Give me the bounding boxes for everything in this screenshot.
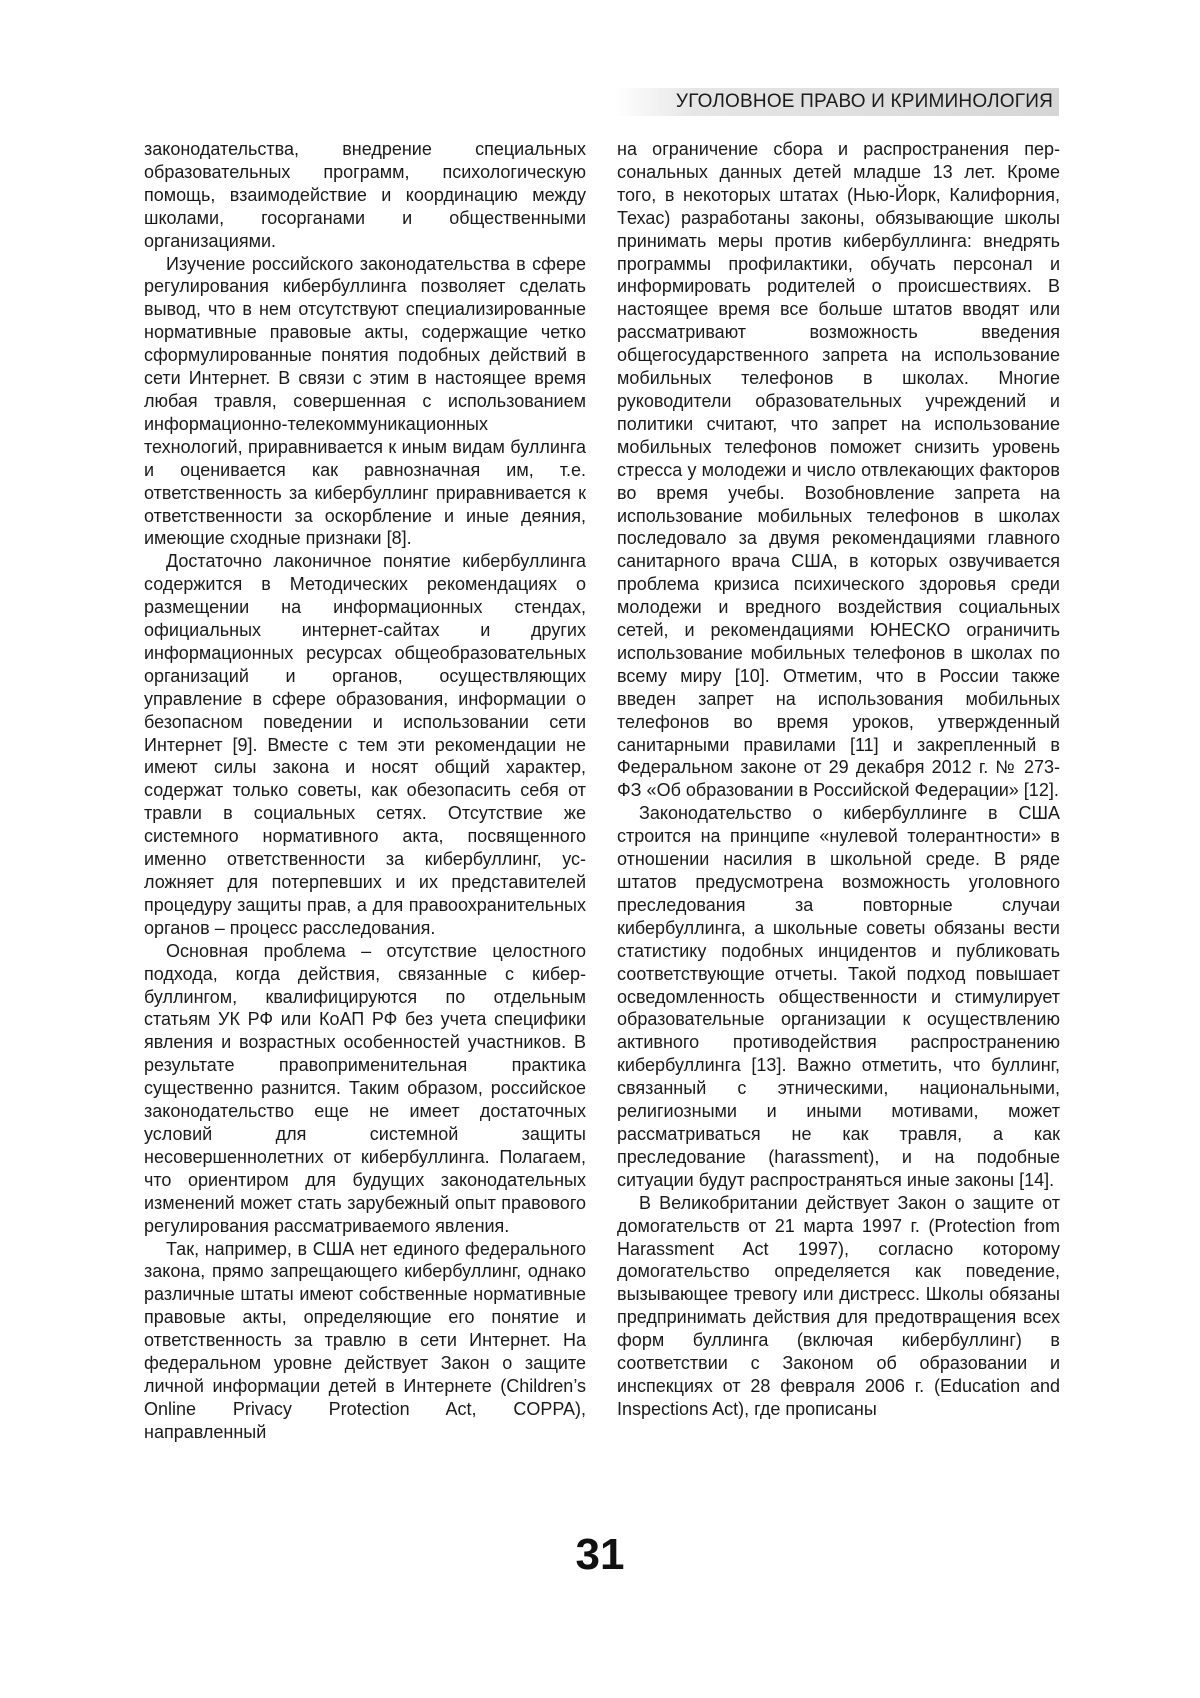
right-text-column (617, 138, 1060, 1421)
left-text-column (144, 138, 586, 1444)
paragraph: Основная проблема – отсутствие целостного подхода, когда действия, связанные с кибербуллингом, квалифицируются по отдельным статьям УК РФ или КоАП РФ без учета специфики явления и возрастных особенностей участников. В результате правоприменительная практика существенно разнится. Таким образом, российское законодательство еще не имеет достаточных условий для системной защиты несовершеннолетних от кибербуллинга. Полагаем, что ориентиром для будущих законодательных изменений может стать зарубежный опыт правового регулирования рассматриваемого явления. (144, 940, 586, 1236)
running-header (614, 88, 1059, 116)
paragraph: Так, например, в США нет единого федерального закона, прямо запрещающего кибербуллинг, однако различные штаты имеют собственные нормативные правовые акты, определяющие его понятие и ответственность за травлю в сети Интернет. На федеральном уровне действует Закон о защите личной информации детей в Интернете (Children’s Online Privacy Protection Act, COPPA), направленный (144, 1238, 586, 1442)
page-number: 31 (575, 1530, 625, 1579)
running-header-title: УГОЛОВНОЕ ПРАВО И КРИМИНОЛОГИЯ (675, 91, 1053, 112)
paragraph: на ограничение сбора и распространения персональных данных детей младше 13 лет. Кроме того, в некоторых штатах (Нью-Йорк, Калифорния, Техас) разработаны законы, обязывающие школы принимать меры против кибербуллинга: внедрять программы профилактики, обучать персонал и информировать родителей о происшествиях. В настоящее время все больше штатов вводят или рассматривают возможность введения общегосударственного запрета на использование мобильных телефонов в школах. Многие руководители образовательных учреждений и политики считают, что запрет на использование мобильных телефонов поможет снизить уровень стресса у молодежи и число отвлекающих факторов во время учебы. Возобновление запрета на использование мобильных телефонов в школах последовало за двумя рекомендациями главного санитарного врача США, в которых озвучивается проблема кризиса психического здоровья среди молодежи и вредного воздействия социальных сетей, и рекомендациями ЮНЕСКО ограничить использование мобильных телефонов в школах по всему миру [10]. Отметим, что в России также введен запрет на использования мобильных телефонов во время уроков, утвержденный санитарными правилами [11] и закрепленный в Федеральном законе от 29 декабря 2012 г. № 273-ФЗ «Об образовании в Российской Федерации» [12]. (617, 139, 1060, 801)
paragraph: Законодательство о кибербуллинге в США строится на принципе «нулевой толерантности» в отношении насилия в школьной среде. В ряде штатов предусмотрена возможность уголовного преследования за повторные случаи кибербуллинга, а школьные советы обязаны вести статистику подобных инцидентов и публиковать соответствующие отчеты. Такой подход повышает осведомленность общественности и стимулирует образовательные организации к осуществлению активного противодействия распространению кибербуллинга [13]. Важно отметить, что буллинг, связанный с этническими, национальными, религиозными и иными мотивами, может рассматриваться не как травля, а как преследование (harassment), и на подобные ситуации будут распространяться иные законы [14]. (617, 803, 1060, 1190)
paragraph: В Великобритании действует Закон о защите от домогательств от 21 марта 1997 г. (Protection from Harassment Act 1997), согласно которому домогательство определяется как поведение, вызывающее тревогу или дистресс. Школы обязаны предпринимать действия для предотвращения всех форм буллинга (включая кибербуллинг) в соответствии с Законом об образовании и инспекциях от 28 февраля 2006 г. (Education and Inspections Act), где прописаны (617, 1192, 1060, 1419)
paragraph: Достаточно лаконичное понятие кибербуллинга содержится в Методических рекомендациях о размещении на информационных стендах, официальных интернет-сайтах и других информационных ресурсах общеобразовательных организаций и органов, осуществляющих управление в сфере образования, информации о безопасном поведении и использовании сети Интернет [9]. Вместе с тем эти рекомендации не имеют силы закона и носят общий характер, содержат только советы, как обезопасить себя от травли в социальных сетях. Отсутствие же системного нормативного акта, посвященного именно ответственности за кибербуллинг, усложняет для потерпевших и их представителей процедуру защиты прав, а для правоохранительных органов – процесс расследования. (144, 551, 586, 938)
paragraph: законодательства, внедрение специальных образовательных программ, психологическую помощь, взаимодействие и координацию между школами, госорганами и общественными организациями. (144, 139, 586, 251)
paragraph: Изучение российского законодательства в сфере регулирования кибербуллинга позволяет сделать вывод, что в нем отсутствуют специализированные нормативные правовые акты, содержащие четко сформулированные понятия подобных действий в сети Интернет. В связи с этим в настоящее время любая травля, совершенная с использованием информационно-телекоммуникационных технологий, приравнивается к иным видам буллинга и оценивается как равнозначная им, т.е. ответственность за кибербуллинг приравнивается к ответственности за оскорбление и иные деяния, имеющие сходные признаки [8]. (144, 253, 586, 549)
